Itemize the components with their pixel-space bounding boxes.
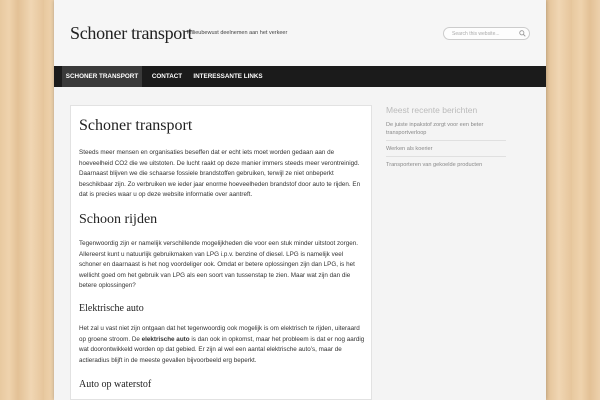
nav-item-interessante-links[interactable]: INTERESSANTE LINKS — [193, 73, 263, 80]
heading-schoon-rijden: Schoon rijden — [79, 212, 158, 227]
sidebar-link-koerier[interactable]: Werken als koerier — [386, 146, 433, 152]
article-title: Schoner transport — [79, 117, 193, 134]
elektrisch-bold: elektrische auto — [141, 335, 190, 343]
search-icon[interactable] — [519, 30, 526, 37]
heading-elektrische-auto: Elektrische auto — [79, 303, 144, 314]
sidebar-link-gekoelde-producten[interactable]: Transporteren van gekoelde producten — [386, 162, 483, 168]
article-intro: Steeds meer mensen en organisaties beseffen dat er echt iets moet worden gedaan aan de hoeveelheid CO2 die we uitstoten. De lucht raakt op deze manier immers steeds meer verontreinigd. Daarnaast blijven we die schaarse fossiele brandstoffen gebruiken, terwijl ze niet onbeperkt beschikbaar zijn. Zo verbruiken we ieder jaar enorme hoeveelheden brandstof door auto te rijden. En dat is precies waar u op deze website informatie over aantreft. — [79, 149, 361, 199]
elektrisch-text-2: is dan ook in opkomst, maar het probleem is dat er nog aardig wat doorontwikkeld worden op dat gebied. Er zijn al wel een aantal elektrische auto’s, maar de actieradius blijft in de meeste gevallen bijvoorbeeld erg beperkt. — [79, 335, 365, 364]
heading-auto-op-waterstof: Auto op waterstof — [79, 379, 152, 390]
search-input[interactable]: Search this website... — [443, 27, 530, 40]
paragraph-elektrische-auto — [79, 324, 367, 366]
paragraph-schoon-rijden: Tegenwoordig zijn er namelijk verschillende mogelijkheden die voor een stuk minder uitstoot zorgen. Allereerst kunt u natuurlijk gebruikmaken van LPG i.p.v. benzine of diesel. LPG is namelijk veel schoner en daarnaast is het nog voordeliger ook. Omdat er betere oplossingen zijn dan LPG, is het wellicht goed om het gebruik van LPG als een soort van tussenstap te zien. Maar wat zijn dan die betere oplossingen? — [79, 240, 358, 290]
elektrisch-text-1: Het zal u vast niet zijn ontgaan dat het tegenwoordig ook mogelijk is om elektrisch te rijden, uiteraard op groene stroom. De — [79, 325, 360, 343]
nav-item-schoner-transport[interactable]: SCHONER TRANSPORT — [62, 66, 142, 87]
sidebar-title: Meest recente berichten — [386, 105, 478, 115]
site-header — [54, 0, 546, 66]
main-nav — [54, 66, 546, 87]
page-wrapper — [54, 0, 546, 400]
sidebar-link-inpakstof[interactable]: De juiste inpakstof zorgt voor een beter transportverloop — [386, 122, 484, 136]
nav-item-contact[interactable]: CONTACT — [151, 73, 183, 80]
site-title[interactable]: Schoner transport — [70, 23, 193, 43]
article-content — [70, 105, 372, 400]
sidebar-divider — [386, 156, 506, 157]
site-tagline: Milieubewust deelnemen aan het verkeer — [187, 30, 288, 36]
sidebar-divider — [386, 140, 506, 141]
